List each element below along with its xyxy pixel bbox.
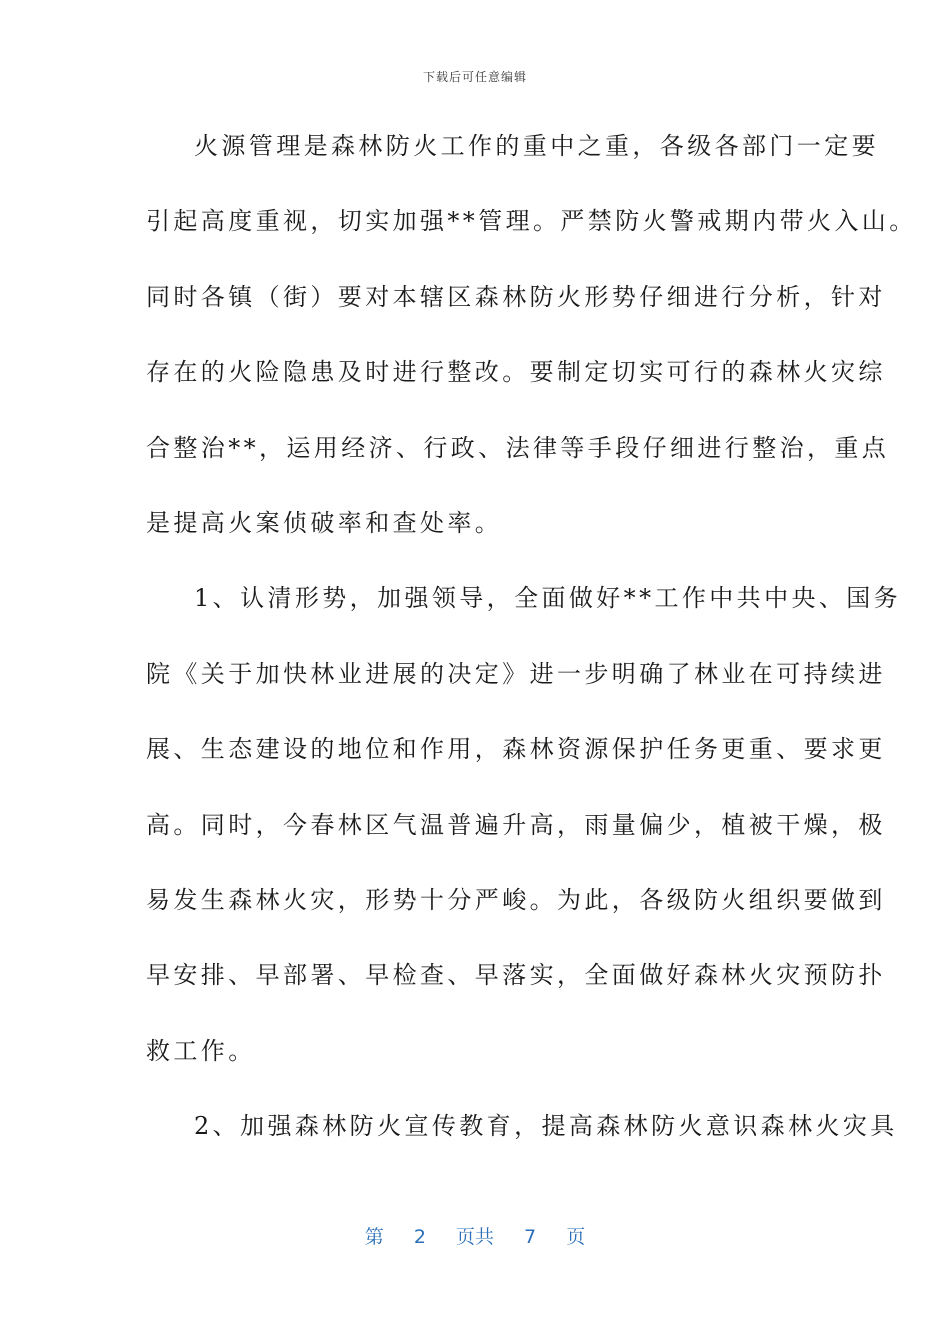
paragraph-line: 高。同时，今春林区气温普遍升高，雨量偏少，植被干燥，极 bbox=[146, 810, 886, 839]
paragraph-line: 早安排、早部署、早检查、早落实，全面做好森林火灾预防扑 bbox=[146, 961, 886, 990]
page-label-middle: 页共 bbox=[455, 1226, 494, 1248]
paragraph-line: 易发生森林火灾，形势十分严峻。为此，各级防火组织要做到 bbox=[146, 885, 886, 914]
paragraph-line: 展、生态建设的地位和作用，森林资源保护任务更重、要求更 bbox=[146, 735, 886, 764]
document-body bbox=[146, 118, 917, 1173]
paragraph-line: 是提高火案侦破率和查处率。 bbox=[146, 508, 503, 537]
paragraph-line: 存在的火险隐患及时进行整改。要制定切实可行的森林火灾综 bbox=[146, 358, 886, 387]
page-label-suffix: 页 bbox=[566, 1226, 586, 1248]
total-pages-number: 7 bbox=[524, 1226, 537, 1248]
paragraph-line: 救工作。 bbox=[146, 1036, 256, 1065]
paragraph-line: 2、加强森林防火宣传教育，提高森林防火意识森林火灾具 bbox=[194, 1112, 898, 1141]
page-label-prefix: 第 bbox=[364, 1226, 384, 1248]
paragraph-line: 同时各镇（街）要对本辖区森林防火形势仔细进行分析，针对 bbox=[146, 282, 886, 311]
current-page-number: 2 bbox=[413, 1226, 426, 1248]
download-edit-note: 下载后可任意编辑 bbox=[422, 70, 527, 84]
paragraph-line: 合整治**，运用经济、行政、法律等手段仔细进行整治，重点 bbox=[146, 433, 890, 462]
paragraph-line: 火源管理是森林防火工作的重中之重，各级各部门一定要 bbox=[194, 132, 879, 160]
paragraph-line: 院《关于加快林业进展的决定》进一步明确了林业在可持续进 bbox=[146, 659, 886, 688]
page-number-footer bbox=[0, 1222, 950, 1249]
paragraph-line: 引起高度重视，切实加强**管理。严禁防火警戒期内带火入山。 bbox=[146, 207, 917, 236]
paragraph-line: 1、认清形势，加强领导，全面做好**工作中共中央、国务 bbox=[194, 584, 902, 613]
